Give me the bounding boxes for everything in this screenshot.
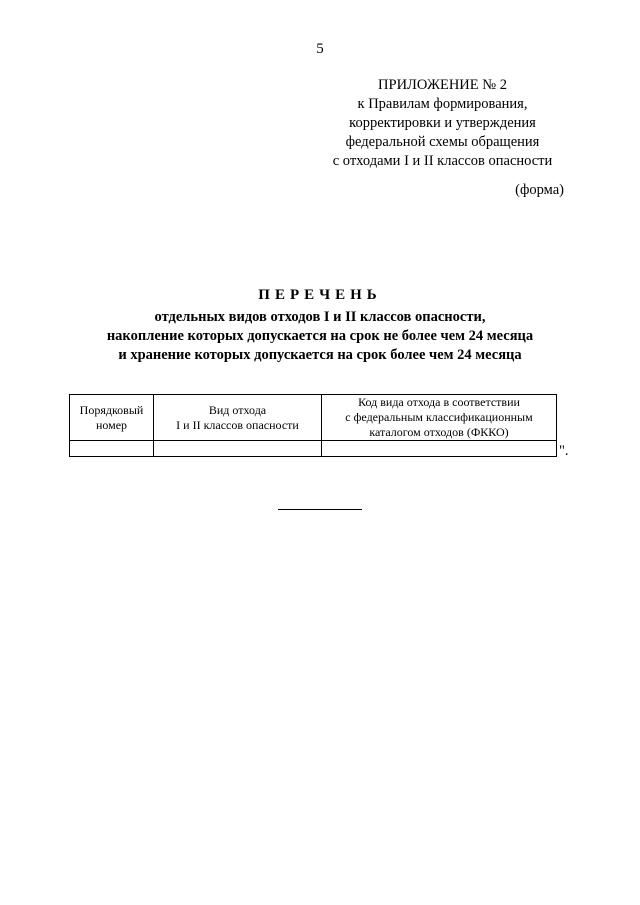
- appendix-line: корректировки и утверждения: [349, 115, 536, 131]
- header-line: каталогом отходов (ФККО): [369, 425, 509, 439]
- header-line: Вид отхода: [208, 402, 267, 417]
- appendix-header: [300, 76, 585, 171]
- table-cell: [70, 441, 154, 457]
- subtitle-line: накопление которых допускается на срок не более чем 24 месяца: [106, 328, 534, 344]
- table-cell: [322, 441, 557, 457]
- appendix-line: с отходами I и II классов опасности: [332, 153, 553, 169]
- appendix-title: ПРИЛОЖЕНИЕ № 2: [378, 77, 507, 93]
- document-title: ПЕРЕЧЕНЬ: [258, 287, 382, 303]
- header-line: с федеральным классификационным: [345, 410, 533, 424]
- page-number: 5: [316, 41, 324, 57]
- appendix-line: к Правилам формирования,: [357, 96, 528, 112]
- waste-list-table: [69, 394, 557, 457]
- table-cell: [154, 441, 322, 457]
- header-serial-number: [70, 395, 154, 441]
- header-waste-type: [154, 395, 322, 441]
- header-line: Код вида отхода в соответствии: [358, 395, 520, 409]
- header-line: номер: [95, 417, 128, 432]
- appendix-line: федеральной схемы обращения: [345, 134, 540, 150]
- form-note: (форма): [515, 182, 564, 198]
- table-header-row: [70, 395, 557, 441]
- table-row: [70, 441, 557, 457]
- end-divider: [278, 509, 362, 510]
- header-fkko-code: [322, 395, 557, 441]
- subtitle-line: отдельных видов отходов I и II классов опасности,: [154, 309, 486, 325]
- header-line: I и II классов опасности: [176, 417, 299, 432]
- header-line: Порядковый: [79, 402, 144, 417]
- closing-quote: ".: [559, 443, 569, 459]
- document-subtitle: [0, 308, 640, 365]
- subtitle-line: и хранение которых допускается на срок более чем 24 месяца: [118, 347, 522, 363]
